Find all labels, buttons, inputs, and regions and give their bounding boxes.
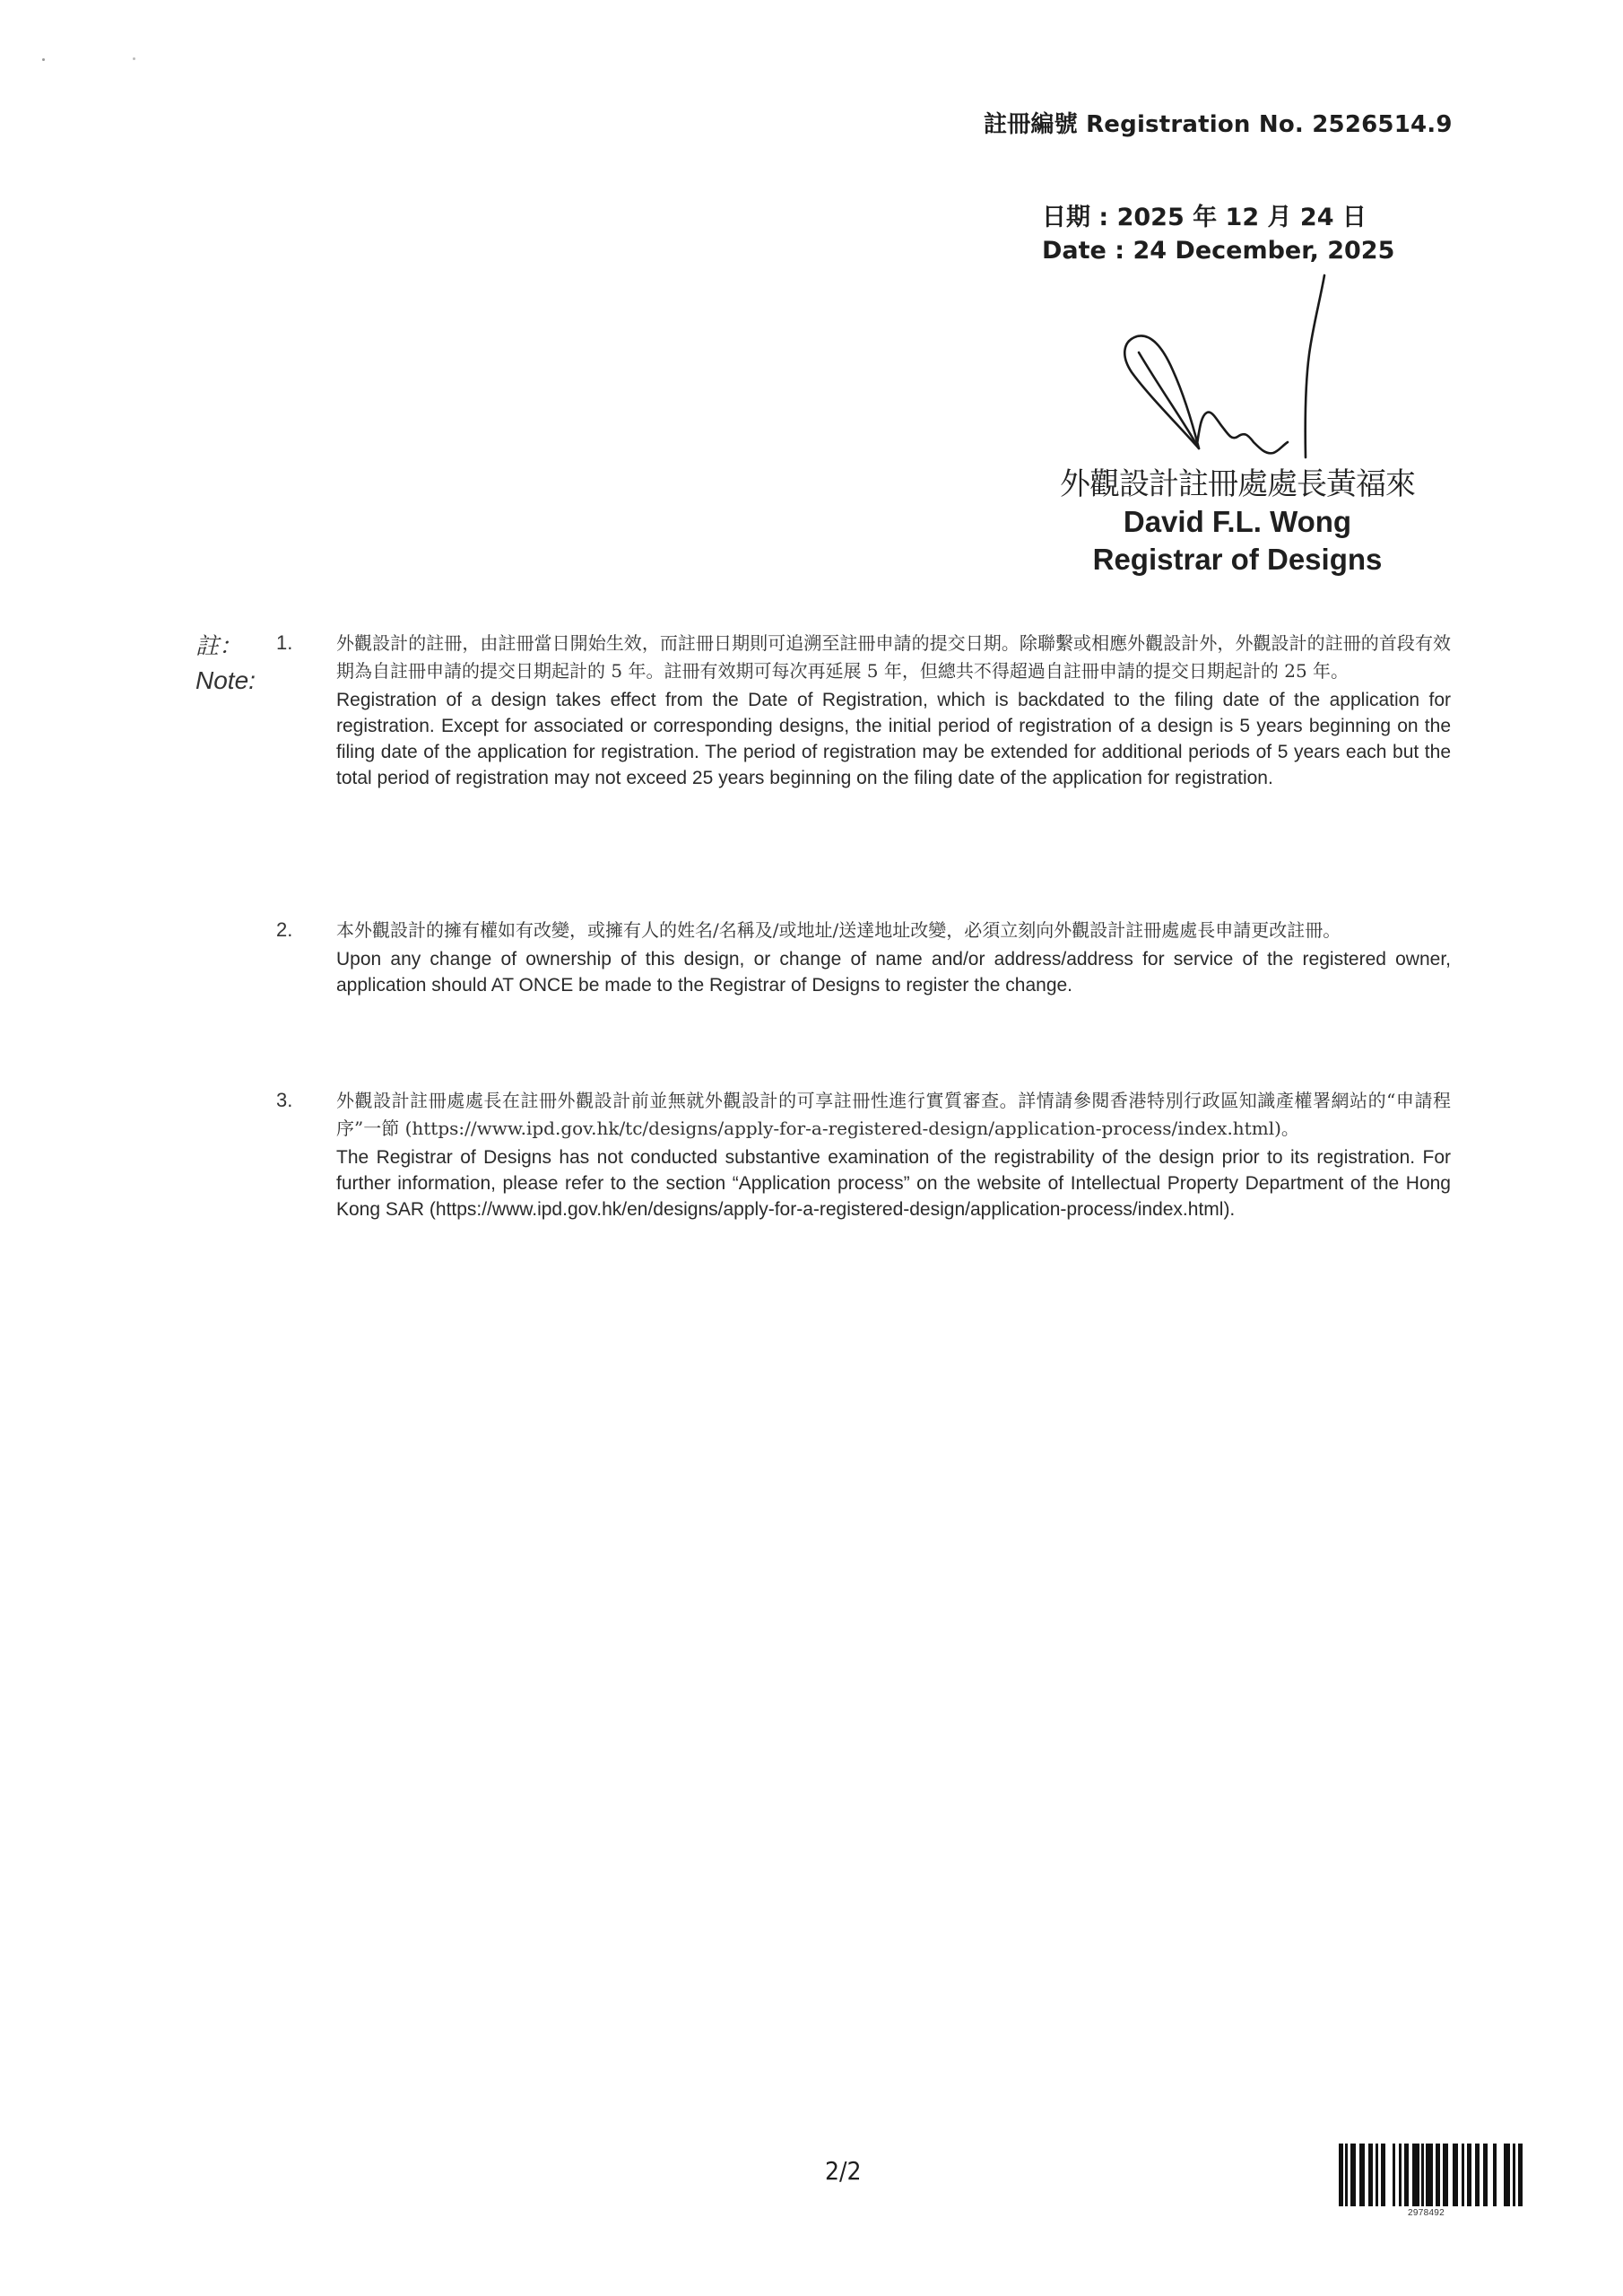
note-number: 2. <box>276 918 293 941</box>
note-text-en: Registration of a design takes effect from the Date of Registration, which is backdated to the filing date of the application for registration. Except for associated or corresponding designs, the initial period of registration of a design is 5 years beginning on the filing date of the application for registration. The period of registration may be extended for additional periods of 5 years each but the total period of registration may not exceed 25 years beginning on the filing date of the application for registration. <box>336 690 1451 788</box>
note-item <box>276 917 1451 998</box>
note-number: 3. <box>276 1089 293 1111</box>
registration-label-en: Registration No. <box>1086 111 1304 138</box>
registrar-title-en: Registrar of Designs <box>1092 543 1383 576</box>
registration-label-zh: 註冊編號 <box>984 111 1078 138</box>
registration-number-line <box>984 106 1453 139</box>
note-text-en: Upon any change of ownership of this design, or change of name and/or address/address for service of the registered owner, application should AT ONCE be made to the Registrar of Designs to register the change. <box>336 949 1451 996</box>
note-text-zh: 外觀設計的註冊，由註冊當日開始生效，而註冊日期則可追溯至註冊申請的提交日期。除聯繫或相應外觀設計外，外觀設計的註冊的首段有效期為自註冊申請的提交日期起計的 5 年。註冊有效期可每次再延展 5 年，但總共不得超過自註冊申請的提交日期起計的 25 年。 <box>336 632 1451 682</box>
barcode-number: 2978492 <box>1408 2208 1445 2218</box>
note-body <box>336 1087 1451 1222</box>
note-text-en: The Registrar of Designs has not conducted substantive examination of the registrability of the design prior to its registration. For further information, please refer to the section “Application process” on the website of Intellectual Property Department of the Hong Kong SAR (https://www.ipd.gov.hk/en/designs/apply-for-a-registered-design/application-process/index.html). <box>336 1147 1451 1220</box>
note-label-zh: 註： <box>195 633 243 660</box>
barcode-icon <box>1339 2142 1541 2209</box>
note-label-en: Note: <box>195 666 256 694</box>
scan-speck <box>133 57 135 60</box>
note-label <box>195 630 256 698</box>
date-zh: 日期 : 2025 年 12 月 24 日 <box>1042 204 1367 231</box>
signature-icon <box>1112 265 1345 466</box>
scan-speck <box>42 58 45 61</box>
note-text-zh: 外觀設計註冊處處長在註冊外觀設計前並無就外觀設計的可享註冊性進行實質審查。詳情請參閱香港特別行政區知識產權署網站的“申請程序”一節 (https://www.ipd.gov.hk/tc/designs/apply-for-a-registered-design/application-process/index.html)。 <box>336 1090 1451 1139</box>
date-en: Date : 24 December, 2025 <box>1042 237 1395 265</box>
page-number: 2/2 <box>825 2156 862 2186</box>
note-body <box>336 630 1451 791</box>
registrar-title-zh: 外觀設計註冊處處長黃福來 <box>1060 466 1415 502</box>
registrar-name: David F.L. Wong <box>1123 505 1352 538</box>
note-item <box>276 1087 1451 1222</box>
registration-number: 2526514.9 <box>1312 111 1453 138</box>
note-body <box>336 917 1451 998</box>
note-item <box>276 630 1451 791</box>
registrar-block <box>1040 459 1435 578</box>
note-text-zh: 本外觀設計的擁有權如有改變，或擁有人的姓名/名稱及/或地址/送達地址改變，必須立刻向外觀設計註冊處處長申請更改註冊。 <box>336 919 1341 941</box>
note-number: 1. <box>276 631 293 654</box>
